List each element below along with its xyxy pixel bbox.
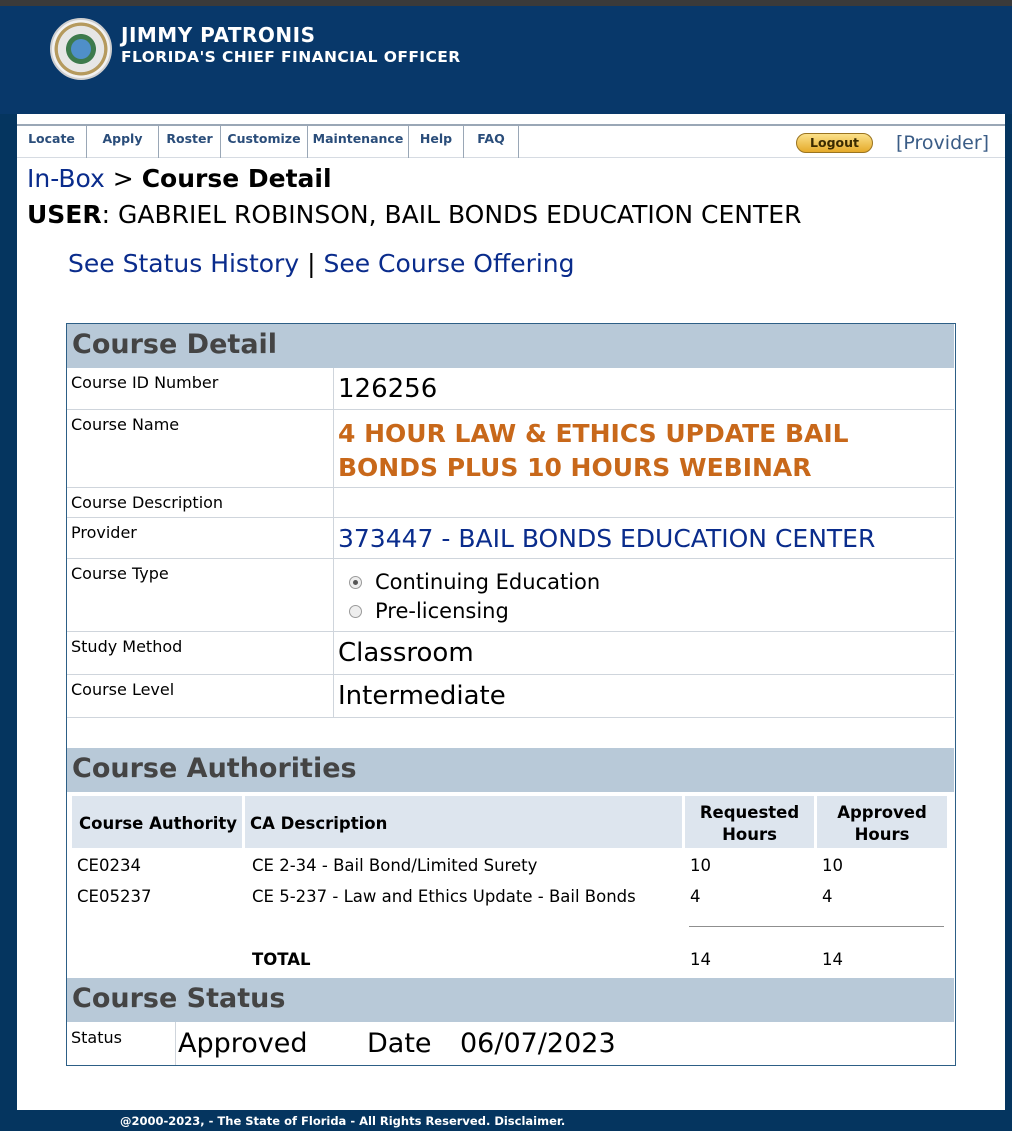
footer-copyright: @2000-2023, - The State of Florida - All Rights Reserved. Disclaimer. bbox=[120, 1114, 566, 1128]
course-name-label: Course Name bbox=[71, 415, 180, 434]
breadcrumb-separator: > bbox=[112, 164, 134, 193]
cell-divider bbox=[333, 518, 334, 558]
status-history-link[interactable]: See Status History bbox=[68, 249, 300, 278]
authority-approved: 4 bbox=[822, 887, 833, 906]
column-ca-description: CA Description bbox=[245, 796, 682, 848]
course-id-row bbox=[67, 368, 954, 410]
course-description-label: Course Description bbox=[71, 493, 224, 512]
column-requested-hours: Requested Hours bbox=[685, 796, 814, 848]
course-id-label: Course ID Number bbox=[71, 373, 219, 392]
authority-code: CE05237 bbox=[77, 887, 152, 906]
authority-code: CE0234 bbox=[77, 856, 141, 875]
total-label: TOTAL bbox=[252, 950, 311, 969]
header-name: JIMMY PATRONIS bbox=[121, 23, 316, 47]
status-value: Approved bbox=[178, 1028, 308, 1059]
tab-maintenance[interactable]: Maintenance bbox=[308, 126, 409, 158]
status-row bbox=[67, 1022, 954, 1065]
course-name-value: 4 HOUR LAW & ETHICS UPDATE BAIL BONDS PLUS 10 HOURS WEBINAR bbox=[338, 419, 849, 482]
continuing-education-label: Continuing Education bbox=[375, 570, 601, 594]
cell-divider bbox=[333, 675, 334, 717]
cell-divider bbox=[333, 488, 334, 517]
authority-requested: 10 bbox=[690, 856, 711, 875]
links-divider: | bbox=[307, 249, 316, 278]
course-level-value: Intermediate bbox=[338, 681, 506, 711]
florida-cfo-seal-icon bbox=[50, 18, 112, 80]
course-level-row bbox=[67, 675, 954, 718]
page-content bbox=[17, 114, 1005, 1110]
site-header bbox=[0, 6, 1012, 114]
tab-locate[interactable]: Locate bbox=[17, 126, 87, 158]
status-date-value: 06/07/2023 bbox=[460, 1028, 616, 1059]
course-description-row bbox=[67, 488, 954, 518]
course-detail-heading: Course Detail bbox=[67, 324, 954, 368]
tab-roster[interactable]: Roster bbox=[159, 126, 221, 158]
cell-divider bbox=[333, 559, 334, 631]
cell-divider bbox=[333, 632, 334, 674]
course-status-heading: Course Status bbox=[67, 978, 954, 1022]
breadcrumb-current: Course Detail bbox=[141, 164, 332, 193]
provider-value[interactable]: 373447 - BAIL BONDS EDUCATION CENTER bbox=[338, 524, 876, 553]
course-level-label: Course Level bbox=[71, 680, 175, 699]
breadcrumb bbox=[27, 164, 332, 193]
column-course-authority: Course Authority bbox=[72, 796, 242, 848]
column-approved-hours: Approved Hours bbox=[817, 796, 947, 848]
total-requested: 14 bbox=[690, 950, 711, 969]
provider-row bbox=[67, 518, 954, 559]
course-id-value: 126256 bbox=[338, 374, 438, 404]
authority-description: CE 5-237 - Law and Ethics Update - Bail Bonds bbox=[252, 887, 636, 906]
study-method-value: Classroom bbox=[338, 638, 474, 668]
study-method-row bbox=[67, 632, 954, 675]
cell-divider bbox=[175, 1022, 176, 1065]
pre-licensing-label: Pre-licensing bbox=[375, 599, 509, 623]
continuing-education-radio[interactable] bbox=[349, 576, 362, 589]
authority-description: CE 2-34 - Bail Bond/Limited Surety bbox=[252, 856, 538, 875]
nav-bar bbox=[17, 124, 1005, 158]
header-subtitle: FLORIDA'S CHIEF FINANCIAL OFFICER bbox=[121, 48, 461, 66]
study-method-label: Study Method bbox=[71, 637, 183, 656]
authority-approved: 10 bbox=[822, 856, 843, 875]
course-type-label: Course Type bbox=[71, 564, 169, 583]
status-date-label: Date bbox=[367, 1028, 432, 1059]
course-authorities-heading: Course Authorities bbox=[67, 748, 954, 792]
user-label: USER bbox=[27, 200, 102, 229]
tab-faq[interactable]: FAQ bbox=[464, 126, 519, 158]
course-offering-link[interactable]: See Course Offering bbox=[323, 249, 575, 278]
course-type-row bbox=[67, 559, 954, 632]
pre-licensing-radio[interactable] bbox=[349, 605, 362, 618]
seal-center bbox=[71, 39, 91, 59]
tab-customize[interactable]: Customize bbox=[221, 126, 308, 158]
cell-divider bbox=[333, 368, 334, 409]
provider-label: Provider bbox=[71, 523, 137, 542]
tab-apply[interactable]: Apply bbox=[87, 126, 159, 158]
user-line bbox=[27, 200, 801, 229]
course-name-row bbox=[67, 410, 954, 488]
total-approved: 14 bbox=[822, 950, 843, 969]
detail-links bbox=[68, 249, 575, 278]
course-detail-card bbox=[66, 323, 956, 1066]
logout-button[interactable]: Logout bbox=[796, 133, 873, 153]
user-value: : GABRIEL ROBINSON, BAIL BONDS EDUCATION CENTER bbox=[101, 200, 802, 229]
breadcrumb-inbox-link[interactable]: In-Box bbox=[27, 164, 105, 193]
authority-requested: 4 bbox=[690, 887, 701, 906]
status-label: Status bbox=[71, 1028, 122, 1047]
tab-help[interactable]: Help bbox=[409, 126, 464, 158]
total-divider-line bbox=[689, 926, 944, 927]
cell-divider bbox=[333, 410, 334, 487]
provider-role-link[interactable]: [Provider] bbox=[896, 132, 990, 154]
